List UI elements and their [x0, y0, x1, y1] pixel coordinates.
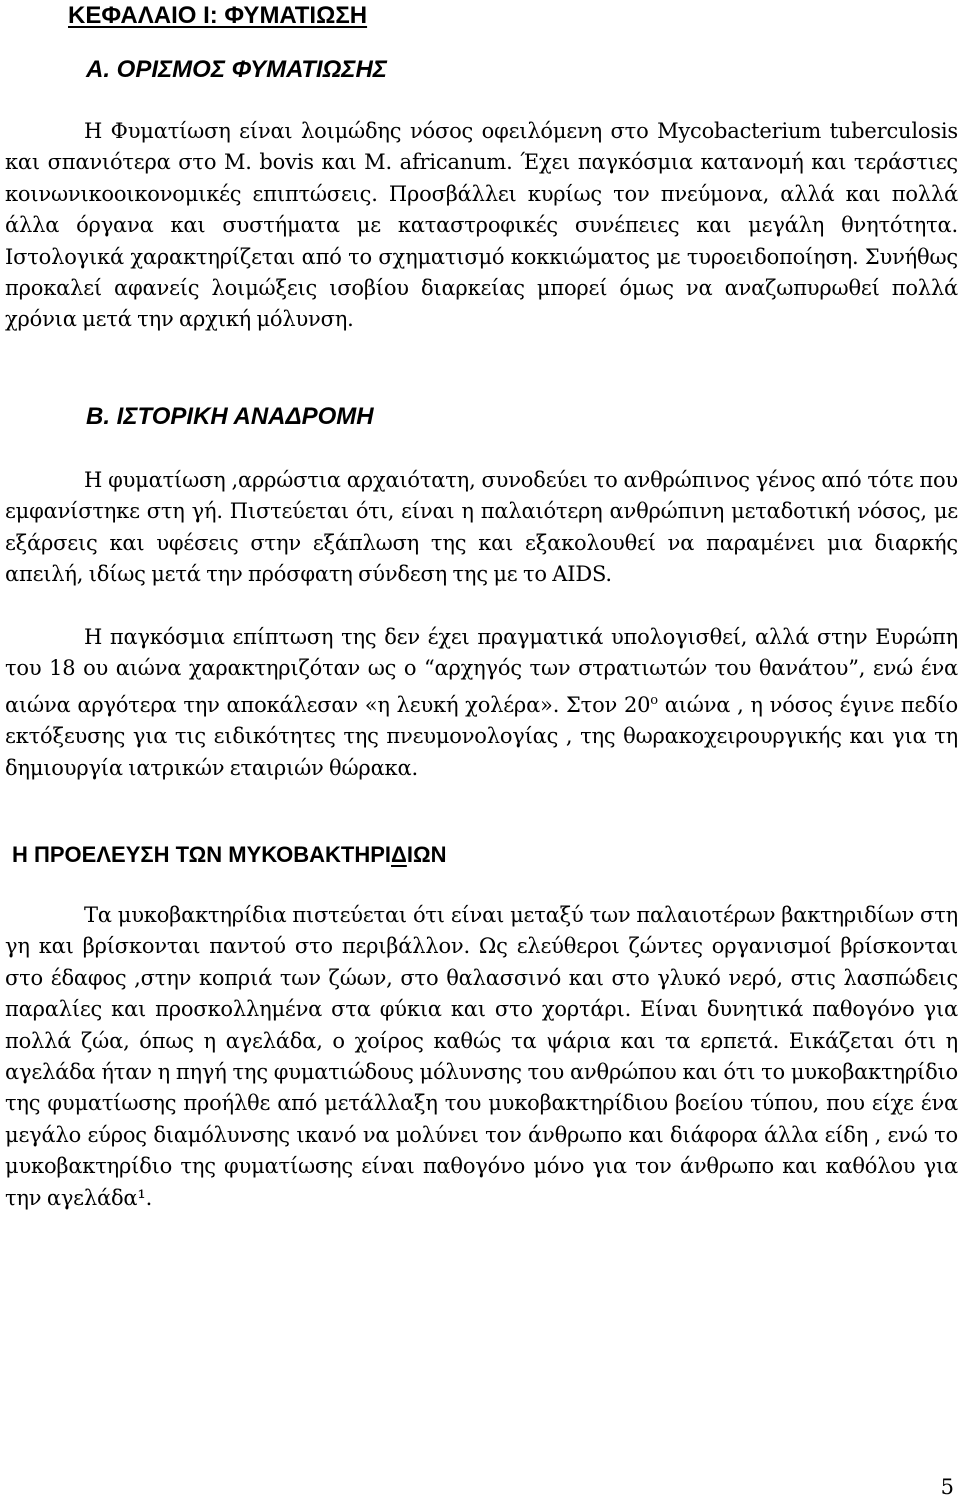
- section-b-paragraph-2: [5, 622, 958, 784]
- chapter-title: ΚΕΦΑΛΑΙΟ Ι: ΦΥΜΑΤΙΩΣΗ: [68, 2, 368, 29]
- section-c-title-end: ΙΩΝ: [406, 842, 447, 867]
- section-b-heading: [86, 403, 374, 431]
- section-c-title-start: Η ΠΡΟΕΛΕΥΣΗ ΤΩΝ ΜΥΚΟΒΑΚΤΗΡΙ: [12, 842, 392, 867]
- section-a-paragraph: Η Φυματίωση είναι λοιμώδης νόσος οφειλόμενη στο Mycobacterium tuberculosis και σπανιότερα στο Μ. bovis και Μ. africanum. Έχει παγκόσμια κατανομή και τεράστιες κοινωνικοοικονομικές επιπτώσεις. Προσβάλλει κυρίως τον πνεύμονα, αλλά και πολλά άλλα όργανα και συστήματα με καταστροφικές συνέπειες και μεγάλη θνητότητα. Ιστολογικά χαρακτηρίζεται από το σχηματισμό κοκκιώματος με τυροειδοποίηση. Συνήθως προκαλεί αφανείς λοιμώξεις ισοβίου διαρκείας μπορεί όμως να αναζωπυρωθεί πολλά χρόνια μετά την αρχική μόλυνση.: [5, 119, 958, 332]
- section-b-paragraph-2-text: Η παγκόσμια επίπτωση της δεν έχει πραγματικά υπολογισθεί, αλλά στην Ευρώπη του 18 ου αιώνα χαρακτηριζόταν ως ο “αρχηγός των στρατιωτών του θανάτου”, ενώ ένα αιώνα αργότερα την αποκάλεσαν «η λευκή χολέρα». Στον 20: [5, 625, 958, 717]
- section-a-heading: [86, 56, 387, 84]
- section-c-title-underlined: Δ: [391, 842, 407, 867]
- section-b-title: ΙΣΤΟΡΙΚΗ ΑΝΑΔΡΟΜΗ: [116, 403, 374, 430]
- section-a-prefix: Α.: [86, 56, 110, 83]
- section-a-title: ΟΡΙΣΜΟΣ ΦΥΜΑΤΙΩΣΗΣ: [116, 56, 387, 83]
- superscript-ordinal: ο: [650, 692, 658, 708]
- section-b-paragraph-1: Η φυματίωση ,αρρώστια αρχαιότατη, συνοδεύει το ανθρώπινος γένος από τότε που εμφανίστηκε στη γή. Πιστεύεται ότι, είναι η παλαιότερη ανθρώπινη μεταδοτική νόσος, με εξάρσεις και υφέσεις στην εξάπλωση της και εξακολουθεί να παραμένει μια διαρκής απειλή, ιδίως μετά την πρόσφατη σύνδεση της με το AIDS.: [5, 468, 958, 587]
- section-c-heading: [12, 842, 446, 868]
- section-c-paragraph: Τα μυκοβακτηρίδια πιστεύεται ότι είναι μεταξύ των παλαιοτέρων βακτηριδίων στη γη και βρίσκονται παντού στο περιβάλλον. Ως ελεύθεροι ζώντες οργανισμοί βρίσκονται στο έδαφος ,στην κοπριά των ζώων, στο θαλασσινό και στο γλυκό νερό, στις λασπώδεις παραλίες και προσκολλημένα στα φύκια και στο χορτάρι. Είναι δυνητικά παθογόνο για πολλά ζώα, όπως η αγελάδα, ο χοίρος καθώς τα ψάρια και τα ερπετά. Εικάζεται ότι η αγελάδα ήταν η πηγή της φυματιώδους μόλυνσης του ανθρώπου και ότι το μυκοβακτηρίδιο της φυματίωσης προήλθε από μετάλλαξη του μυκοβακτηρίδιου βοείου τύπου, που είχε ένα μεγάλο εύρος διαμόλυνσης ικανό να μολύνει τον άνθρωπο και διάφορα άλλα είδη , ενώ το μυκοβακτηρίδιο της φυματίωσης είναι παθογόνο μόνο για τον άνθρωπο και καθόλου για την αγελάδα¹.: [5, 903, 958, 1210]
- section-b-prefix: Β.: [86, 403, 110, 430]
- page-number: 5: [940, 1475, 954, 1499]
- section-b-paragraph-2-tail: αιώνα , η νόσος έγινε πεδίο εκτόξευσης για τις ειδικότητες της πνευμονολογίας , της θωρακοχειρουργικής και για τη δημιουργία ιατρικών εταιριών θώρακα.: [5, 692, 958, 780]
